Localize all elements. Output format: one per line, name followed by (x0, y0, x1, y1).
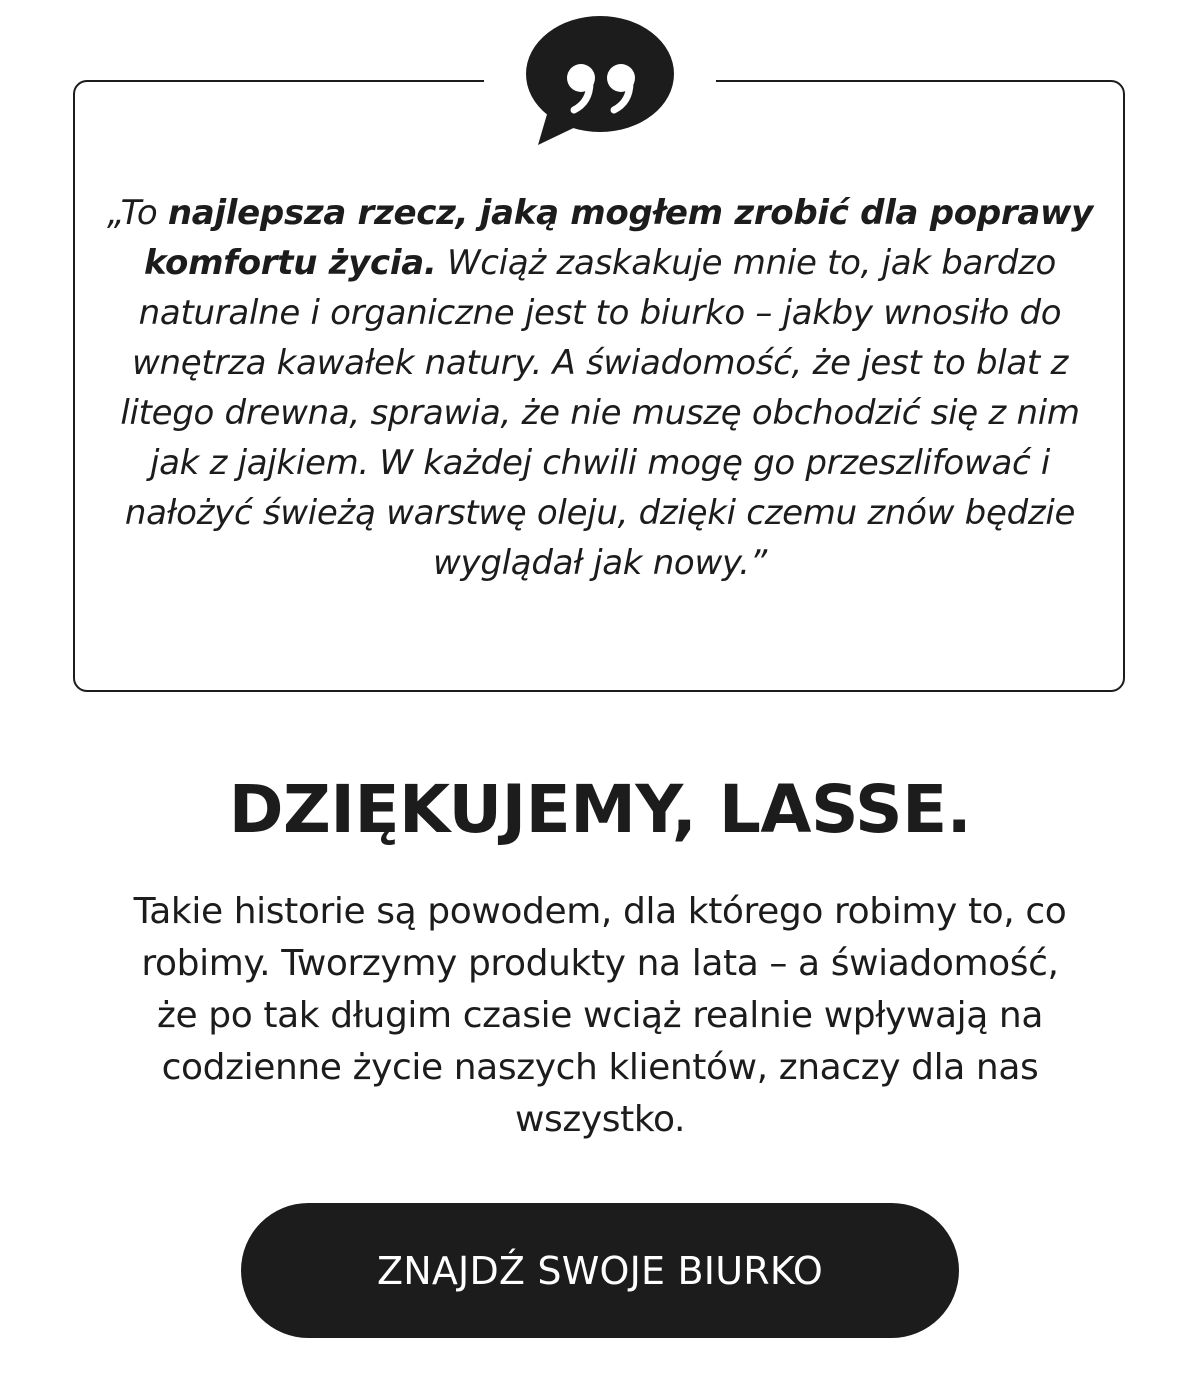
thanks-paragraph: Takie historie są powodem, dla którego robimy to, co robimy. Tworzymy produkty na lata – a świadomość, że po tak długim czasie wciąż realnie wpływają na codzienne życie naszych klientów, znaczy dla nas wszystko. (133, 891, 1067, 1140)
quote-bubble-icon (524, 12, 676, 148)
quote-opening: „To (107, 193, 168, 233)
thanks-heading: DZIĘKUJEMY, LASSE. (228, 771, 972, 848)
find-desk-button-label: ZNAJDŹ SWOJE BIURKO (377, 1248, 823, 1293)
testimonial-quote (100, 188, 1100, 588)
quote-highlight: najlepsza rzecz, jaką mogłem zrobić dla poprawy komfortu życia. (143, 193, 1093, 283)
find-desk-button[interactable] (241, 1203, 959, 1338)
quote-rest: Wciąż zaskakuje mnie to, jak bardzo naturalne i organiczne jest to biurko – jakby wnosiło do wnętrza kawałek natury. A świadomość, że jest to blat z litego drewna, sprawia, że nie muszę obchodzić się z nim jak z jajkiem. W każdej chwili mogę go przeszlifować i nałożyć świeżą warstwę oleju, dzięki czemu znów będzie wyglądał jak nowy.” (120, 243, 1080, 583)
